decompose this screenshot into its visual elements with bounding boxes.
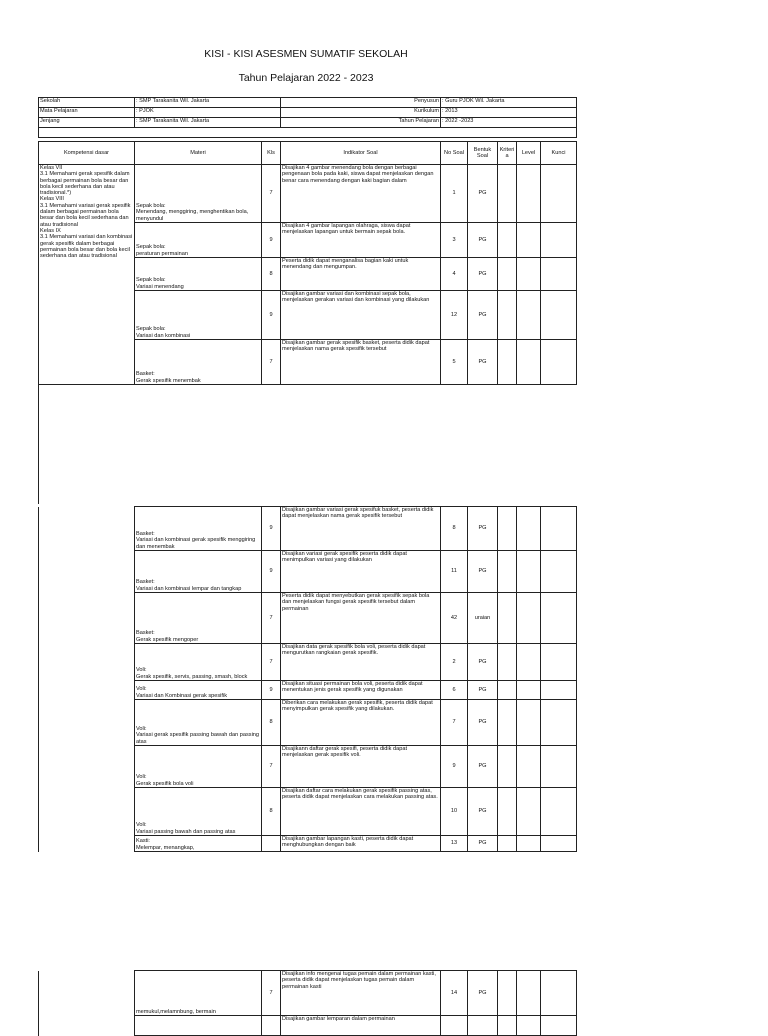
col-kriteria: Kriteria [498, 142, 517, 165]
materi-cell: Basket: Variasi dan kombinasi gerak spesifik menggiring dan menembak [135, 507, 262, 551]
no-soal-cell: 14 [441, 971, 468, 1016]
table-row [39, 165, 577, 223]
kls-cell: 9 [262, 507, 281, 551]
kls-cell: 7 [262, 971, 281, 1016]
indikator-cell: Disajikan data gerak spesifik bola voli, peserta didik dapat mengurutkan rangkaian gerak spesifik. [281, 644, 441, 681]
kisi-table-page-3 [38, 970, 577, 1036]
indikator-cell: Disajikan gambar variasi dan kombinasi sepak bola, menjelaskan gerakan variasi dan kombinasi yang dilakukan [281, 291, 441, 340]
kriteria-cell [498, 1016, 517, 1036]
kls-cell: 9 [262, 551, 281, 593]
kisi-table-page-2 [38, 506, 577, 852]
level-cell [517, 340, 541, 385]
bentuk-soal-cell: PG [468, 746, 498, 788]
materi-cell: memukul,melamnbung, bermain [135, 971, 262, 1016]
kls-cell: 8 [262, 258, 281, 291]
page-gap-line [38, 384, 39, 504]
level-cell [517, 971, 541, 1016]
kls-cell [262, 1016, 281, 1036]
kls-cell: 9 [262, 291, 281, 340]
kd-cell: Kelas VII 3.1 Memahami gerak spesifik dalam berbagai permainan bola besar dan bola kecil sederhana dan atau tradisional.*) Kelas VIII 3.1 Memahami variasi gerak spesifik dalam berbagai permainan bola besar dan bola kecil sederhana dan atau tradisional Kelas IX 3.1 Memahami variasi dan kombinasi gerak spesifik dalam berbagai permainan bola besar dan bola kecil sederhana dan atau tradisional [39, 165, 135, 385]
kriteria-cell [498, 507, 517, 551]
kurikulum-value: : 2013 [441, 108, 577, 118]
no-soal-cell [441, 1016, 468, 1036]
col-kls: Kls [262, 142, 281, 165]
no-soal-cell: 1 [441, 165, 468, 223]
kunci-cell [541, 681, 577, 700]
kunci-cell [541, 258, 577, 291]
indikator-cell: Diberikan cara melakukan gerak spesifik, peserta didik dapat menyimpulkan gerak spesifik yang dilakukan. [281, 700, 441, 746]
level-cell [517, 681, 541, 700]
no-soal-cell: 12 [441, 291, 468, 340]
kriteria-cell [498, 340, 517, 385]
indikator-cell: Disajikan situasi permainan bola voli, peserta didik dapat menentukan jenis gerak spesifik yang digunakan [281, 681, 441, 700]
kriteria-cell [498, 223, 517, 258]
col-kunci: Kunci [541, 142, 577, 165]
sekolah-value: : SMP Tarakanita Wil. Jakarta [135, 98, 281, 108]
kurikulum-label: Kurikulum [281, 108, 441, 118]
level-cell [517, 551, 541, 593]
kls-cell: 8 [262, 700, 281, 746]
indikator-cell: Disajikan info mengenai tugas pemain dalam permainan kasti, peserta didik dapat menjelaskan tugas pemain dalam permainan kasti [281, 971, 441, 1016]
level-cell [517, 644, 541, 681]
bentuk-soal-cell: PG [468, 165, 498, 223]
indikator-cell: Disajikan gambar variasi gerak spesifuk basket, peserta didik dapat menjelaskan nama gerak spesifik tersebut [281, 507, 441, 551]
kisi-table-page-1 [38, 141, 577, 385]
materi-cell [135, 1016, 262, 1036]
indikator-cell: Disajikan gambar lemparan dalam permainan [281, 1016, 441, 1036]
no-soal-cell: 42 [441, 593, 468, 644]
kd-cell [39, 971, 135, 1036]
kriteria-cell [498, 971, 517, 1016]
materi-cell: Sepak bola: Variasi menendang [135, 258, 262, 291]
kriteria-cell [498, 700, 517, 746]
no-soal-cell: 4 [441, 258, 468, 291]
level-cell [517, 291, 541, 340]
no-soal-cell: 8 [441, 507, 468, 551]
materi-cell: Basket: Gerak spesifik mengoper [135, 593, 262, 644]
col-level: Level [517, 142, 541, 165]
kriteria-cell [498, 788, 517, 836]
bentuk-soal-cell: PG [468, 258, 498, 291]
col-bentuk: Bentuk Soal [468, 142, 498, 165]
kriteria-cell [498, 644, 517, 681]
no-soal-cell: 7 [441, 700, 468, 746]
info-table [38, 97, 577, 138]
bentuk-soal-cell: PG [468, 836, 498, 852]
materi-cell: Sepak bola: peraturan permainan [135, 223, 262, 258]
indikator-cell: Disajikan 4 gambar menendang bola dengan berbagai pengenaan bola pada kaki, siswa dapat menjelaskan dengan benar cara menendang dengan kaki bagian dalam [281, 165, 441, 223]
bentuk-soal-cell: PG [468, 223, 498, 258]
kls-cell: 9 [262, 681, 281, 700]
col-indikator: Indikator Soal [281, 142, 441, 165]
kunci-cell [541, 551, 577, 593]
kls-cell: 8 [262, 788, 281, 836]
kls-cell: 9 [262, 223, 281, 258]
tahun-value: : 2022 -2023 [441, 118, 577, 128]
kunci-cell [541, 700, 577, 746]
level-cell [517, 507, 541, 551]
indikator-cell: Disajikan daftar cara melakukan gerak spesifik passing atas, peserta didik dapat menjelaskan cara melakukan passing atas. [281, 788, 441, 836]
level-cell [517, 593, 541, 644]
materi-cell: Voli: Gerak spesifik bola voli [135, 746, 262, 788]
kls-cell [262, 836, 281, 852]
bentuk-soal-cell: PG [468, 788, 498, 836]
no-soal-cell: 5 [441, 340, 468, 385]
table-row [39, 971, 577, 1016]
col-materi: Materi [135, 142, 262, 165]
kriteria-cell [498, 291, 517, 340]
bentuk-soal-cell: uraian [468, 593, 498, 644]
no-soal-cell: 11 [441, 551, 468, 593]
indikator-cell: Disajikan gambar gerak spesifik basket, peserta didik dapat menjelaskan nama gerak spesifik tersebut [281, 340, 441, 385]
no-soal-cell: 3 [441, 223, 468, 258]
bentuk-soal-cell: PG [468, 971, 498, 1016]
bentuk-soal-cell: PG [468, 551, 498, 593]
materi-cell: Sepak bola: Menendang, menggiring, menghentikan bola, menyundul [135, 165, 262, 223]
materi-cell: Voli: Variasi gerak spesifik passing bawah dan passing atas [135, 700, 262, 746]
bentuk-soal-cell: PG [468, 681, 498, 700]
col-kd: Kompetensi dasar [39, 142, 135, 165]
kunci-cell [541, 507, 577, 551]
kunci-cell [541, 291, 577, 340]
indikator-cell: Peserta didik dapat menyebutkan gerak spesifik sepak bola dan menjelaskan fungsi gerak spesifik tersebut dalam permainan [281, 593, 441, 644]
kriteria-cell [498, 258, 517, 291]
kls-cell: 7 [262, 746, 281, 788]
no-soal-cell: 6 [441, 681, 468, 700]
kunci-cell [541, 340, 577, 385]
bentuk-soal-cell: PG [468, 507, 498, 551]
kriteria-cell [498, 746, 517, 788]
indikator-cell: Disajikan 4 gambar lapangan olahraga, siswa dapat menjelaskan lapangan untuk bermain sepak bola. [281, 223, 441, 258]
tahun-label: Tahun Pelajaran [281, 118, 441, 128]
bentuk-soal-cell: PG [468, 644, 498, 681]
jenjang-label: Jenjang [39, 118, 135, 128]
document-title: KISI - KISI ASESMEN SUMATIF SEKOLAH [204, 48, 408, 60]
materi-cell: Basket: Gerak spesifik menembak [135, 340, 262, 385]
materi-cell: Kasti: Melempar, menangkap, [135, 836, 262, 852]
level-cell [517, 223, 541, 258]
indikator-cell: Disajikan variasi gerak spesifik peserta didik dapat menimpulkan variasi yang dilakukan [281, 551, 441, 593]
bentuk-soal-cell [468, 1016, 498, 1036]
mapel-value: : PJOK [135, 108, 281, 118]
kls-cell: 7 [262, 340, 281, 385]
kls-cell: 7 [262, 165, 281, 223]
bentuk-soal-cell: PG [468, 340, 498, 385]
kriteria-cell [498, 681, 517, 700]
kls-cell: 7 [262, 593, 281, 644]
kriteria-cell [498, 593, 517, 644]
indikator-cell: Disajikann daftar gerak spesifi, peserta didik dapat menjelaskan gerak spesifik voli. [281, 746, 441, 788]
kunci-cell [541, 836, 577, 852]
no-soal-cell: 9 [441, 746, 468, 788]
indikator-cell: Peserta didik dapat menganalisa bagian kaki untuk menendang dan mengumpan. [281, 258, 441, 291]
sekolah-label: Sekolah [39, 98, 135, 108]
table-row [39, 507, 577, 551]
level-cell [517, 788, 541, 836]
kunci-cell [541, 165, 577, 223]
materi-cell: Voli: Gerak spesifik, servis, passing, smash, block [135, 644, 262, 681]
materi-cell: Sepak bola: Variasi dan kombinasi [135, 291, 262, 340]
indikator-cell: Disajikan gambar lapangan kasti, peserta didik dapat menghubungkan dengan baik [281, 836, 441, 852]
kunci-cell [541, 593, 577, 644]
kd-cell [39, 507, 135, 852]
materi-cell: Voli: Variasi passing bawah dan passing atas [135, 788, 262, 836]
bentuk-soal-cell: PG [468, 291, 498, 340]
kunci-cell [541, 1016, 577, 1036]
level-cell [517, 836, 541, 852]
jenjang-value: : SMP Tarakanita Wil. Jakarta [135, 118, 281, 128]
kunci-cell [541, 788, 577, 836]
penyusun-value: : Guru PJOK Wil. Jakarta [441, 98, 577, 108]
document-year: Tahun Pelajaran 2022 - 2023 [238, 72, 374, 84]
materi-cell: Voli: Variasi dan Kombinasi gerak spesifik [135, 681, 262, 700]
level-cell [517, 165, 541, 223]
no-soal-cell: 10 [441, 788, 468, 836]
mapel-label: Mata Pelajaran [39, 108, 135, 118]
no-soal-cell: 2 [441, 644, 468, 681]
kls-cell: 7 [262, 644, 281, 681]
kunci-cell [541, 971, 577, 1016]
col-no: No Soal [441, 142, 468, 165]
kunci-cell [541, 746, 577, 788]
kunci-cell [541, 223, 577, 258]
materi-cell: Basket: Variasi dan kombinasi lempar dan tangkap [135, 551, 262, 593]
kunci-cell [541, 644, 577, 681]
level-cell [517, 700, 541, 746]
no-soal-cell: 13 [441, 836, 468, 852]
kriteria-cell [498, 551, 517, 593]
level-cell [517, 746, 541, 788]
kriteria-cell [498, 836, 517, 852]
level-cell [517, 258, 541, 291]
spacer-row [39, 128, 577, 138]
level-cell [517, 1016, 541, 1036]
penyusun-label: Penyusun [281, 98, 441, 108]
bentuk-soal-cell: PG [468, 700, 498, 746]
kriteria-cell [498, 165, 517, 223]
